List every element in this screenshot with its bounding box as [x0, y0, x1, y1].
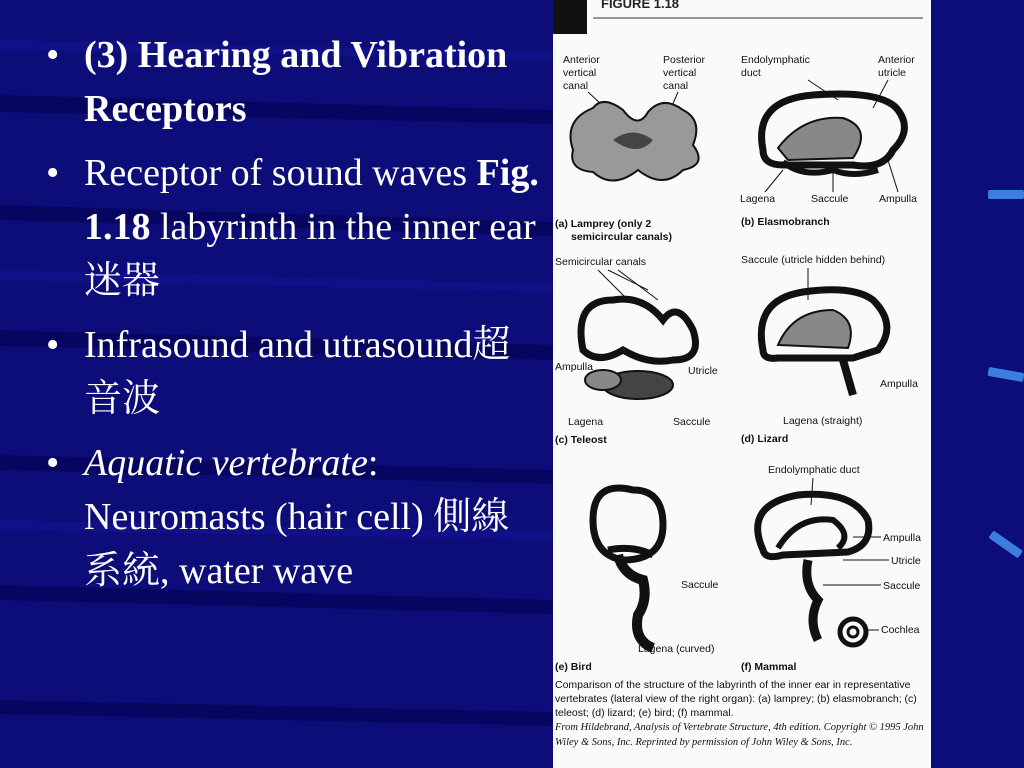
figure-reference: Fig. 1.18: [84, 152, 539, 248]
svg-text:Anterior: Anterior: [563, 54, 600, 66]
svg-text:utricle: utricle: [878, 67, 907, 79]
svg-text:Ampulla: Ampulla: [879, 193, 917, 205]
svg-text:Ampulla: Ampulla: [880, 378, 918, 390]
panel-mammal: [741, 464, 921, 673]
svg-text:Utricle: Utricle: [688, 365, 718, 377]
figure-credit: From Hildebrand, Analysis of Vertebrate Structure, 4th edition. Copyright © 1995 John Wiley & Sons, Inc. Reprinted by permission of John Wiley & Sons, Inc.: [555, 722, 924, 748]
panel-lamprey: [555, 54, 706, 243]
bullet-glyph: •: [46, 34, 60, 76]
svg-text:canal: canal: [563, 80, 589, 92]
bullet-glyph: •: [46, 324, 60, 366]
panel-lizard: [741, 254, 918, 445]
svg-text:canal: canal: [663, 80, 689, 92]
figure-illustrations: [553, 0, 931, 680]
figure-caption: [555, 678, 929, 750]
svg-text:Saccule: Saccule: [673, 416, 711, 428]
svg-text:(d) Lizard: (d) Lizard: [741, 433, 789, 445]
svg-text:(f) Mammal: (f) Mammal: [741, 661, 797, 673]
bullet-glyph: •: [46, 152, 60, 194]
svg-text:Saccule: Saccule: [883, 580, 921, 592]
figure-title: FIGURE 1.18: [601, 0, 680, 11]
svg-text:Endolymphatic: Endolymphatic: [741, 54, 810, 66]
svg-text:Saccule: Saccule: [811, 193, 849, 205]
svg-text:semicircular canals): semicircular canals): [571, 231, 672, 243]
svg-text:Ampulla: Ampulla: [883, 532, 921, 544]
svg-text:(c) Teleost: (c) Teleost: [555, 434, 607, 446]
svg-text:Lagena (curved): Lagena (curved): [638, 643, 715, 655]
svg-text:vertical: vertical: [563, 67, 597, 79]
svg-text:duct: duct: [741, 67, 761, 79]
bullet-italic-text: Aquatic vertebrate: [84, 442, 368, 484]
svg-text:vertical: vertical: [663, 67, 697, 79]
svg-text:Lagena: Lagena: [568, 416, 604, 428]
svg-text:Saccule: Saccule: [681, 579, 719, 591]
bullet-text: : Neuromasts (hair cell) 側線系統, water wave: [84, 442, 510, 592]
svg-text:(b) Elasmobranch: (b) Elasmobranch: [741, 216, 830, 228]
bullet-text: (3) Hearing and Vibration Receptors: [84, 34, 508, 130]
svg-text:Lagena: Lagena: [740, 193, 776, 205]
bullet-glyph: •: [46, 442, 60, 484]
panel-bird: [555, 488, 719, 673]
bullet-item-receptor: [40, 146, 540, 308]
labyrinth-figure: [553, 0, 931, 768]
bullet-item-hearing: [40, 28, 540, 136]
bullet-list: [40, 28, 540, 608]
svg-text:Posterior: Posterior: [663, 54, 706, 66]
svg-text:Semicircular canals: Semicircular canals: [555, 256, 647, 268]
svg-text:Lagena (straight): Lagena (straight): [783, 415, 863, 427]
svg-text:Anterior: Anterior: [878, 54, 915, 66]
svg-text:(e) Bird: (e) Bird: [555, 661, 592, 673]
bullet-item-infrasound: [40, 318, 540, 426]
svg-text:Ampulla: Ampulla: [555, 361, 593, 373]
bullet-text: labyrinth in the inner ear迷器: [84, 206, 536, 302]
svg-text:Saccule (utricle hidden behind: Saccule (utricle hidden behind): [741, 254, 886, 266]
bullet-text: Receptor of sound waves: [84, 152, 477, 194]
panel-teleost: [555, 256, 718, 446]
svg-text:Endolymphatic duct: Endolymphatic duct: [768, 464, 860, 476]
svg-text:Cochlea: Cochlea: [881, 624, 920, 636]
figure-corner-tab: [553, 0, 587, 34]
panel-elasmobranch: [740, 54, 917, 228]
bullet-item-aquatic: [40, 436, 540, 598]
svg-text:Utricle: Utricle: [891, 555, 921, 567]
caption-text: Comparison of the structure of the labyrinth of the inner ear in representative vertebrates (lateral view of the right organ): (a) lamprey; (b) elasmobranch; (c) teleost; (d) lizard; (e) bird; (f) mammal.: [555, 679, 917, 719]
svg-text:(a) Lamprey (only 2: (a) Lamprey (only 2: [555, 218, 652, 230]
bullet-text: Infrasound and utrasound超音波: [84, 324, 511, 420]
